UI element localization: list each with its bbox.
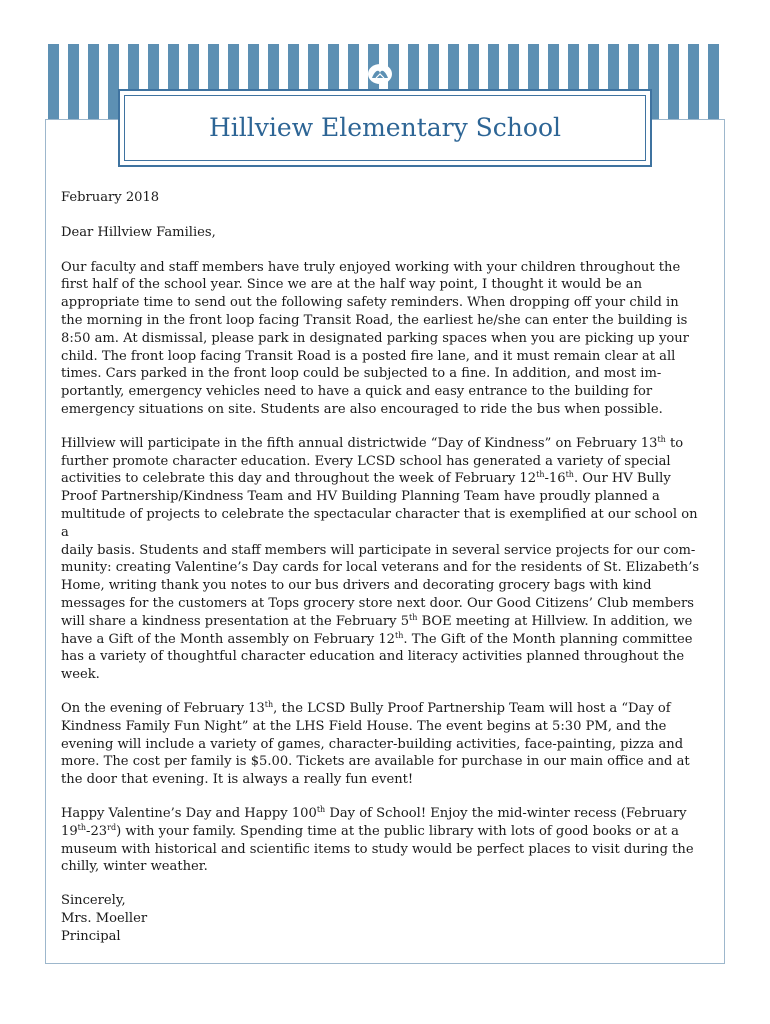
paragraph-valentines: Happy Valentine’s Day and Happy 100th Day of School! Enjoy the mid-winter recess (February 19th-23rd) with your family. Spending time at the public library with lots of good books or at a museum with historical and scientific items to study would be perfect places to visit during the chilly, winter weather.: [61, 804, 694, 875]
letter-body: [61, 189, 707, 945]
school-title: Hillview Elementary School: [209, 113, 561, 142]
school-crest-icon: [368, 64, 392, 84]
paragraph-fun-night: On the evening of February 13th, the LCSD Bully Proof Partnership Team will host a “Day of Kindness Family Fun Night” at the LHS Field House. The event begins at 5:30 PM, and the evening will include a variety of games, character-building activities, face-painting, pizza and more. The cost per family is $5.00. Tickets are available for purchase in our main office and at the door that evening. It is always a really fun event!: [61, 699, 690, 788]
letter-date: February 2018: [61, 190, 160, 205]
paragraph-safety: Our faculty and staff members have truly enjoyed working with your children throughout the first half of the school year. Since we are at the half way point, I thought it would be an appropriate time to send out the following safety reminders. When dropping off your child in the morning in the front loop facing Transit Road, the earliest he/she can enter the building is 8:50 am. At dismissal, please park in designated parking spaces when you are picking up your child. The front loop facing Transit Road is a posted fire lane, and it must remain clear at all times. Cars parked in the front loop could be subjected to a fine. In addition, and most im- portantly, emergency vehicles need to have a quick and easy entrance to the building for emergency situations on site. Students are also encouraged to ride the bus when possible.: [61, 259, 689, 417]
letter-salutation: Dear Hillview Families,: [61, 224, 216, 240]
letter-closing: Sincerely, Mrs. Moeller Principal: [61, 893, 148, 944]
paragraph-kindness: Hillview will participate in the fifth annual districtwide “Day of Kindness” on February 13th to further promote character education. Every LCSD school has generated a variety of special activities to celebrate this day and throughout the week of February 12th-16th. Our HV Bully Proof Partnership/Kindness Team and HV Building Planning Team have proudly planned a multitude of projects to celebrate the spectacular character that is exemplified at our school on a daily basis. Students and staff members will participate in several service projects for our com- munity: creating Valentine’s Day cards for local veterans and for the residents of St. Elizabeth’s Home, writing thank you notes to our bus drivers and decorating grocery bags with kind messages for the customers at Tops grocery store next door. Our Good Citizens’ Club members will share a kindness presentation at the February 5th BOE meeting at Hillview. In addition, we have a Gift of the Month assembly on February 12th. The Gift of the Month planning committee has a variety of thoughtful character education and literacy activities planned throughout the week.: [61, 434, 700, 683]
title-banner: [118, 89, 652, 167]
